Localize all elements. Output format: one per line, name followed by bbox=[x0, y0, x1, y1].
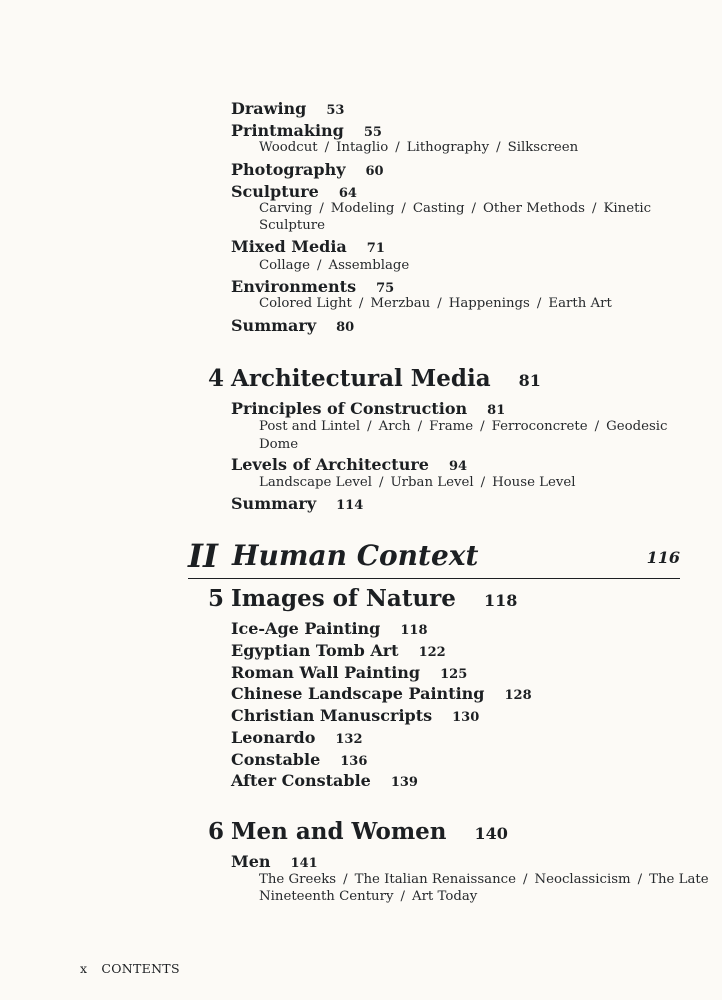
chapter-title: Men and Women bbox=[231, 818, 447, 845]
section-page: 139 bbox=[390, 775, 418, 790]
part-2-heading bbox=[188, 538, 680, 579]
section-page: 114 bbox=[336, 498, 364, 513]
chapter-5-heading bbox=[208, 586, 517, 614]
toc-subtopics-men: The Greeks / The Italian Renaissance / Neoclassicism / The Late bbox=[259, 872, 709, 887]
chapter-number: 6 bbox=[208, 818, 225, 845]
chapter-number: 5 bbox=[208, 585, 225, 612]
section-title: Printmaking bbox=[231, 121, 344, 140]
section-title: Constable bbox=[231, 750, 321, 769]
section-page: 128 bbox=[504, 688, 532, 703]
part-title: Human Context bbox=[232, 539, 479, 572]
toc-section-levels bbox=[231, 456, 467, 476]
toc-subtopics-sculpture: Carving / Modeling / Casting / Other Methods / Kinetic bbox=[259, 201, 652, 216]
section-title: Summary bbox=[231, 494, 317, 513]
section-title: After Constable bbox=[231, 771, 371, 790]
toc-section-principles bbox=[231, 400, 505, 420]
chapter-page: 118 bbox=[483, 591, 518, 610]
toc-subtopics-environments: Colored Light / Merzbau / Happenings / Earth Art bbox=[259, 296, 612, 311]
section-title: Sculpture bbox=[231, 182, 319, 201]
section-title: Mixed Media bbox=[231, 237, 347, 256]
section-page: 80 bbox=[336, 320, 355, 335]
chapter-title: Images of Nature bbox=[231, 585, 456, 612]
section-page: 55 bbox=[363, 125, 382, 140]
toc-section-summary bbox=[231, 317, 354, 337]
toc-section-leonardo bbox=[231, 729, 363, 749]
section-title: Summary bbox=[231, 316, 317, 335]
chapter-number: 4 bbox=[208, 365, 225, 392]
toc-section-egyptian bbox=[231, 642, 446, 662]
toc-subtopics-mixed-media: Collage / Assemblage bbox=[259, 258, 410, 273]
section-page: 136 bbox=[340, 754, 368, 769]
toc-section-men bbox=[231, 853, 318, 873]
section-title: Ice-Age Painting bbox=[231, 619, 381, 638]
toc-subtopics-sculpture-cont: Sculpture bbox=[259, 218, 326, 233]
section-page: 122 bbox=[418, 645, 446, 660]
section-page: 132 bbox=[335, 732, 363, 747]
section-page: 94 bbox=[448, 459, 468, 474]
section-page: 60 bbox=[365, 164, 384, 179]
section-title: Leonardo bbox=[231, 728, 316, 747]
toc-section-chinese bbox=[231, 685, 532, 705]
section-title: Egyptian Tomb Art bbox=[231, 641, 399, 660]
toc-subtopics-printmaking: Woodcut / Intaglio / Lithography / Silkscreen bbox=[259, 140, 579, 155]
section-title: Men bbox=[231, 852, 271, 871]
section-title: Levels of Architecture bbox=[231, 455, 429, 474]
footer-label: CONTENTS bbox=[101, 961, 180, 976]
section-page: 64 bbox=[338, 186, 357, 201]
section-page: 141 bbox=[290, 856, 318, 871]
toc-section-constable bbox=[231, 751, 367, 771]
toc-section-ice-age bbox=[231, 620, 428, 640]
section-page: 71 bbox=[366, 241, 385, 256]
toc-section-roman bbox=[231, 664, 467, 684]
chapter-page: 140 bbox=[474, 824, 508, 843]
chapter-6-heading bbox=[208, 819, 508, 847]
page-footer bbox=[80, 961, 180, 976]
toc-section-christian bbox=[231, 707, 479, 727]
section-page: 75 bbox=[376, 281, 395, 296]
toc-section-drawing bbox=[231, 100, 344, 120]
chapter-4-heading bbox=[208, 366, 541, 394]
section-page: 53 bbox=[326, 103, 345, 118]
section-title: Christian Manuscripts bbox=[231, 706, 433, 725]
section-title: Drawing bbox=[231, 99, 307, 118]
part-numeral: II bbox=[188, 537, 218, 575]
toc-subtopics-principles: Post and Lintel / Arch / Frame / Ferroconcrete / Geodesic bbox=[259, 419, 668, 434]
toc-section-mixed-media bbox=[231, 238, 385, 258]
section-title: Photography bbox=[231, 160, 346, 179]
toc-section-photography bbox=[231, 161, 384, 181]
toc-subtopics-levels: Landscape Level / Urban Level / House Level bbox=[259, 475, 576, 490]
toc-section-after-constable bbox=[231, 772, 418, 792]
section-title: Roman Wall Painting bbox=[231, 663, 421, 682]
toc-section-summary-4 bbox=[231, 495, 363, 515]
chapter-page: 81 bbox=[518, 371, 541, 390]
footer-page-number: x bbox=[80, 961, 88, 976]
part-page: 116 bbox=[646, 548, 680, 567]
section-title: Principles of Construction bbox=[231, 399, 468, 418]
section-page: 118 bbox=[400, 623, 428, 638]
section-title: Environments bbox=[231, 277, 357, 296]
section-page: 130 bbox=[452, 710, 480, 725]
section-page: 81 bbox=[487, 403, 506, 418]
toc-subtopics-principles-cont: Dome bbox=[259, 437, 299, 452]
toc-subtopics-men-cont: Nineteenth Century / Art Today bbox=[259, 889, 478, 904]
chapter-title: Architectural Media bbox=[231, 365, 491, 392]
section-page: 125 bbox=[440, 667, 468, 682]
section-title: Chinese Landscape Painting bbox=[231, 684, 485, 703]
